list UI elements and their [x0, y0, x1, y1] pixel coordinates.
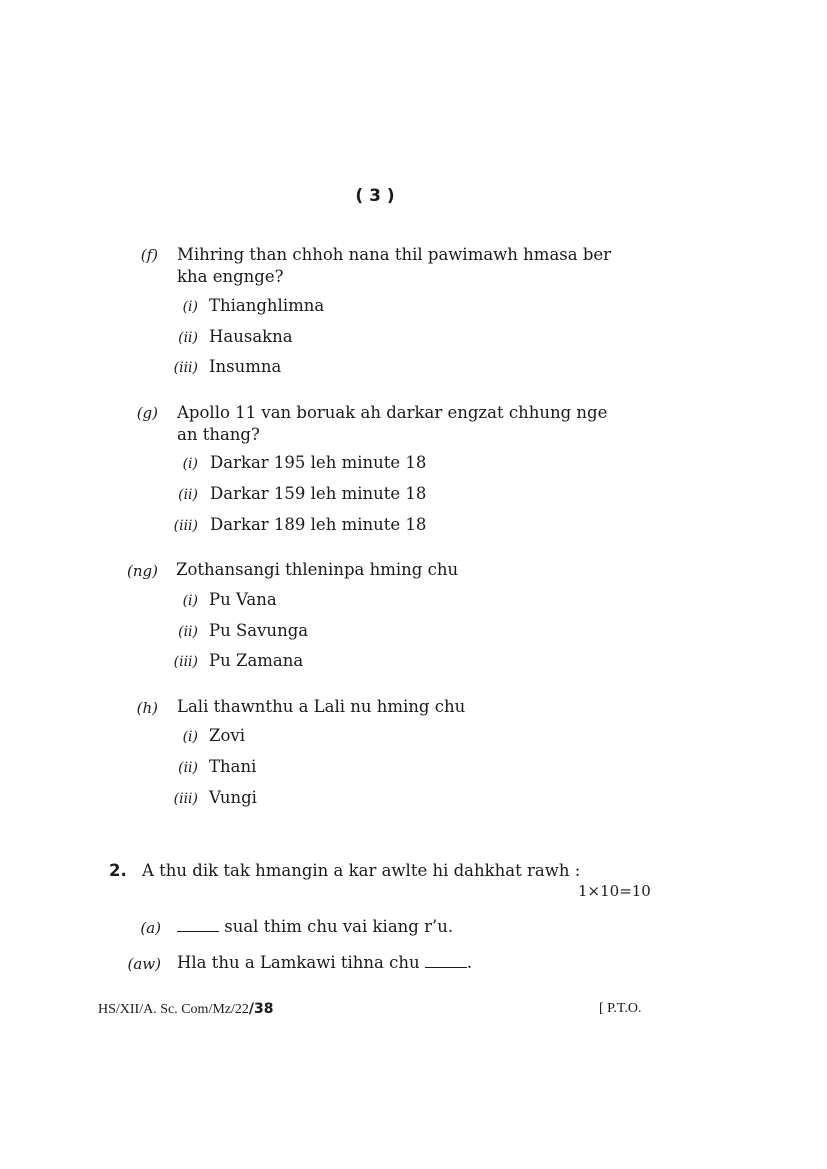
fill-blank-text: Hla thu a Lamkawi tihna chu	[177, 953, 425, 972]
pto-marker: [ P.T.O.	[599, 1001, 642, 1016]
question-instruction: A thu dik tak hmangin a kar awlte hi dahkhat rawh :	[142, 861, 581, 880]
paper-code-text: HS/XII/A. Sc. Com/Mz/22	[98, 1002, 249, 1017]
question-number: 2.	[109, 861, 127, 880]
option-numeral: (ii)	[178, 330, 198, 346]
question-text: Apollo 11 van boruak ah darkar engzat chhung nge	[177, 403, 608, 422]
question-text: Lali thawnthu a Lali nu hming chu	[177, 697, 466, 716]
option-text: Darkar 159 leh minute 18	[210, 484, 427, 503]
option-text: Pu Vana	[209, 590, 277, 609]
blank-line	[425, 953, 467, 968]
paper-code	[98, 1001, 274, 1018]
question-letter: (f)	[140, 246, 158, 264]
option-numeral: (i)	[182, 593, 198, 609]
option-text: Darkar 195 leh minute 18	[210, 453, 427, 472]
option-text: Hausakna	[209, 327, 293, 346]
fill-blank-end: .	[466, 953, 473, 972]
paper-code-number: /38	[248, 1001, 274, 1017]
question-letter: (aw)	[127, 955, 161, 973]
option-text: Zovi	[209, 726, 245, 745]
page-number: ( 3 )	[355, 186, 395, 206]
question-text-cont: kha engnge?	[177, 267, 284, 286]
marks-allocation: 1×10=10	[578, 882, 651, 900]
option-numeral: (iii)	[173, 791, 198, 807]
option-numeral: (i)	[182, 456, 198, 472]
option-text: Pu Savunga	[209, 621, 309, 640]
option-text: Insumna	[209, 357, 282, 376]
question-letter: (g)	[136, 404, 158, 422]
option-text: Thianghlimna	[209, 296, 325, 315]
option-text: Vungi	[209, 788, 257, 807]
question-letter: (h)	[136, 699, 158, 717]
option-numeral: (ii)	[178, 624, 198, 640]
option-numeral: (iii)	[173, 360, 198, 376]
fill-blank-item	[177, 952, 472, 974]
question-letter: (a)	[140, 919, 161, 937]
option-numeral: (i)	[182, 299, 198, 315]
question-text-cont: an thang?	[177, 425, 260, 444]
option-numeral: (ii)	[178, 487, 198, 503]
question-text: Zothansangi thleninpa hming chu	[176, 560, 459, 579]
option-text: Thani	[209, 757, 257, 776]
question-letter: (ng)	[127, 562, 158, 580]
fill-blank-item	[177, 916, 453, 938]
question-text: Mihring than chhoh nana thil pawimawh hmasa ber	[177, 245, 612, 264]
option-numeral: (i)	[182, 729, 198, 745]
option-text: Pu Zamana	[209, 651, 304, 670]
fill-blank-text: sual thim chu vai kiang r’u.	[219, 917, 454, 936]
blank-line	[177, 917, 219, 932]
option-numeral: (iii)	[173, 518, 198, 534]
option-text: Darkar 189 leh minute 18	[210, 515, 427, 534]
option-numeral: (iii)	[173, 654, 198, 670]
option-numeral: (ii)	[178, 760, 198, 776]
